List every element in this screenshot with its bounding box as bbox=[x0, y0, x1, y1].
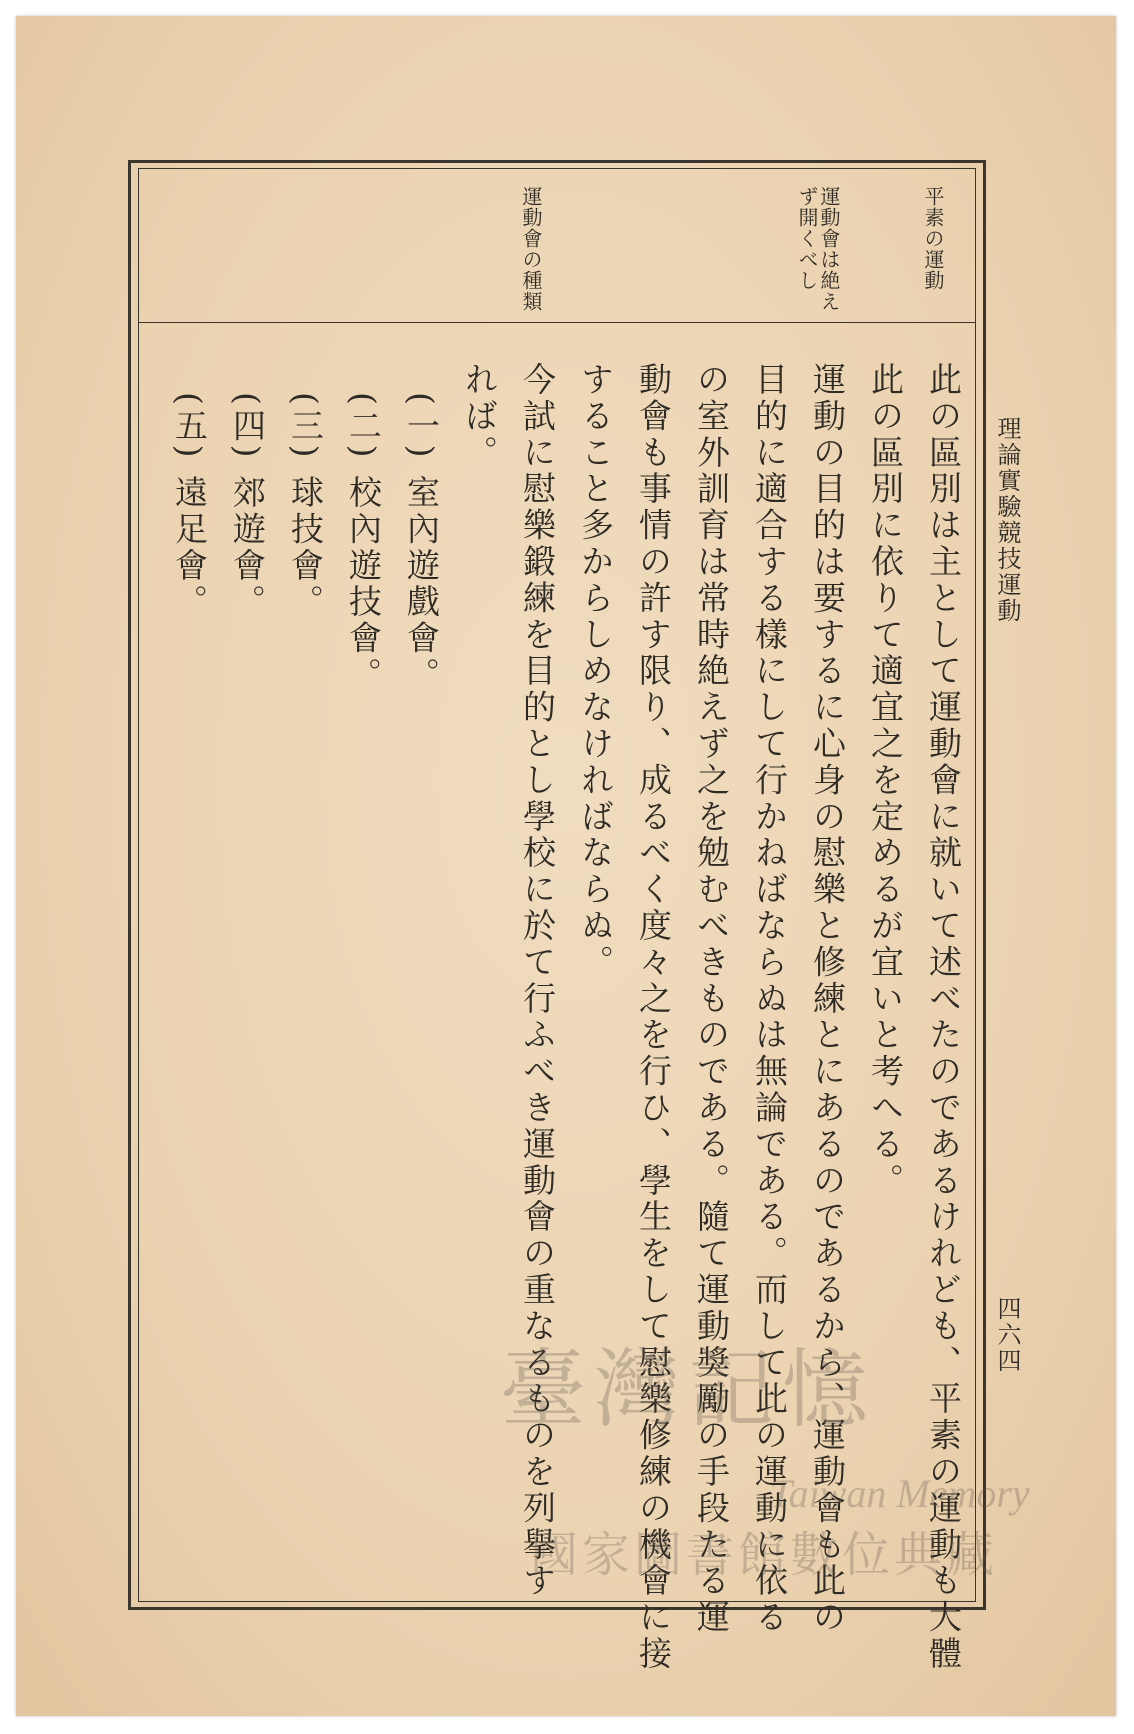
list-item-text: 遠足會。 bbox=[170, 474, 209, 621]
list-item-text: 球技會。 bbox=[286, 474, 325, 621]
margin-note: 運動會の種類 bbox=[519, 186, 543, 312]
body-column: 運動の目的は要するに心身の慰樂と修練とにあるのであるから、運動會も此の bbox=[808, 362, 847, 1636]
list-item bbox=[218, 392, 276, 621]
body-column: 此の區別に依りて適宜之を定めるが宜いと考へる。 bbox=[866, 362, 905, 1200]
list-item-text: 室內遊戲會。 bbox=[402, 474, 441, 694]
list-item bbox=[334, 392, 392, 693]
margin-note: 平素の運動 bbox=[921, 186, 945, 291]
margin-note: 運動會は絶えず開くべし bbox=[795, 186, 841, 312]
body-column: すること多からしめなければならぬ。 bbox=[576, 362, 615, 981]
page-number: 四六四 bbox=[993, 1296, 1021, 1374]
list-item-number: (一) bbox=[402, 392, 441, 461]
list-item bbox=[160, 392, 218, 621]
body-column: 此の區別は主として運動會に就いて述べたのであるけれども、平素の運動も大體 bbox=[924, 362, 963, 1673]
list-item-number: (二) bbox=[344, 392, 383, 461]
list-item-text: 校內遊技會。 bbox=[344, 474, 383, 694]
body-column: 動會も事情の許す限り、成るべく度々之を行ひ、學生をして慰樂修練の機會に接 bbox=[634, 362, 673, 1673]
list-item bbox=[392, 392, 450, 693]
margin-note-divider bbox=[138, 322, 976, 323]
list-item-text: 郊遊會。 bbox=[228, 474, 267, 621]
body-column: の室外訓育は常時絶えず之を勉むべきものである。隨て運動獎勵の手段たる運 bbox=[692, 362, 731, 1636]
list-item-number: (五) bbox=[170, 392, 209, 461]
watermark-title: 臺灣記憶 bbox=[500, 1340, 876, 1440]
running-head: 理論實驗競技運動 bbox=[993, 416, 1021, 624]
list-item-number: (三) bbox=[286, 392, 325, 461]
body-column: れば。 bbox=[460, 362, 499, 472]
watermark-english: Taiwan Memory bbox=[770, 1471, 1030, 1516]
body-column: 今試に慰樂鍛練を目的とし學校に於て行ふべき運動會の重なるものを列擧す bbox=[518, 362, 557, 1600]
list-item bbox=[276, 392, 334, 621]
list-item-number: (四) bbox=[228, 392, 267, 461]
body-column: 目的に適合する樣にして行かねばならぬは無論である。而して此の運動に依る bbox=[750, 362, 789, 1636]
watermark-subtitle: 國家圖書館數位典藏 bbox=[530, 1527, 999, 1583]
